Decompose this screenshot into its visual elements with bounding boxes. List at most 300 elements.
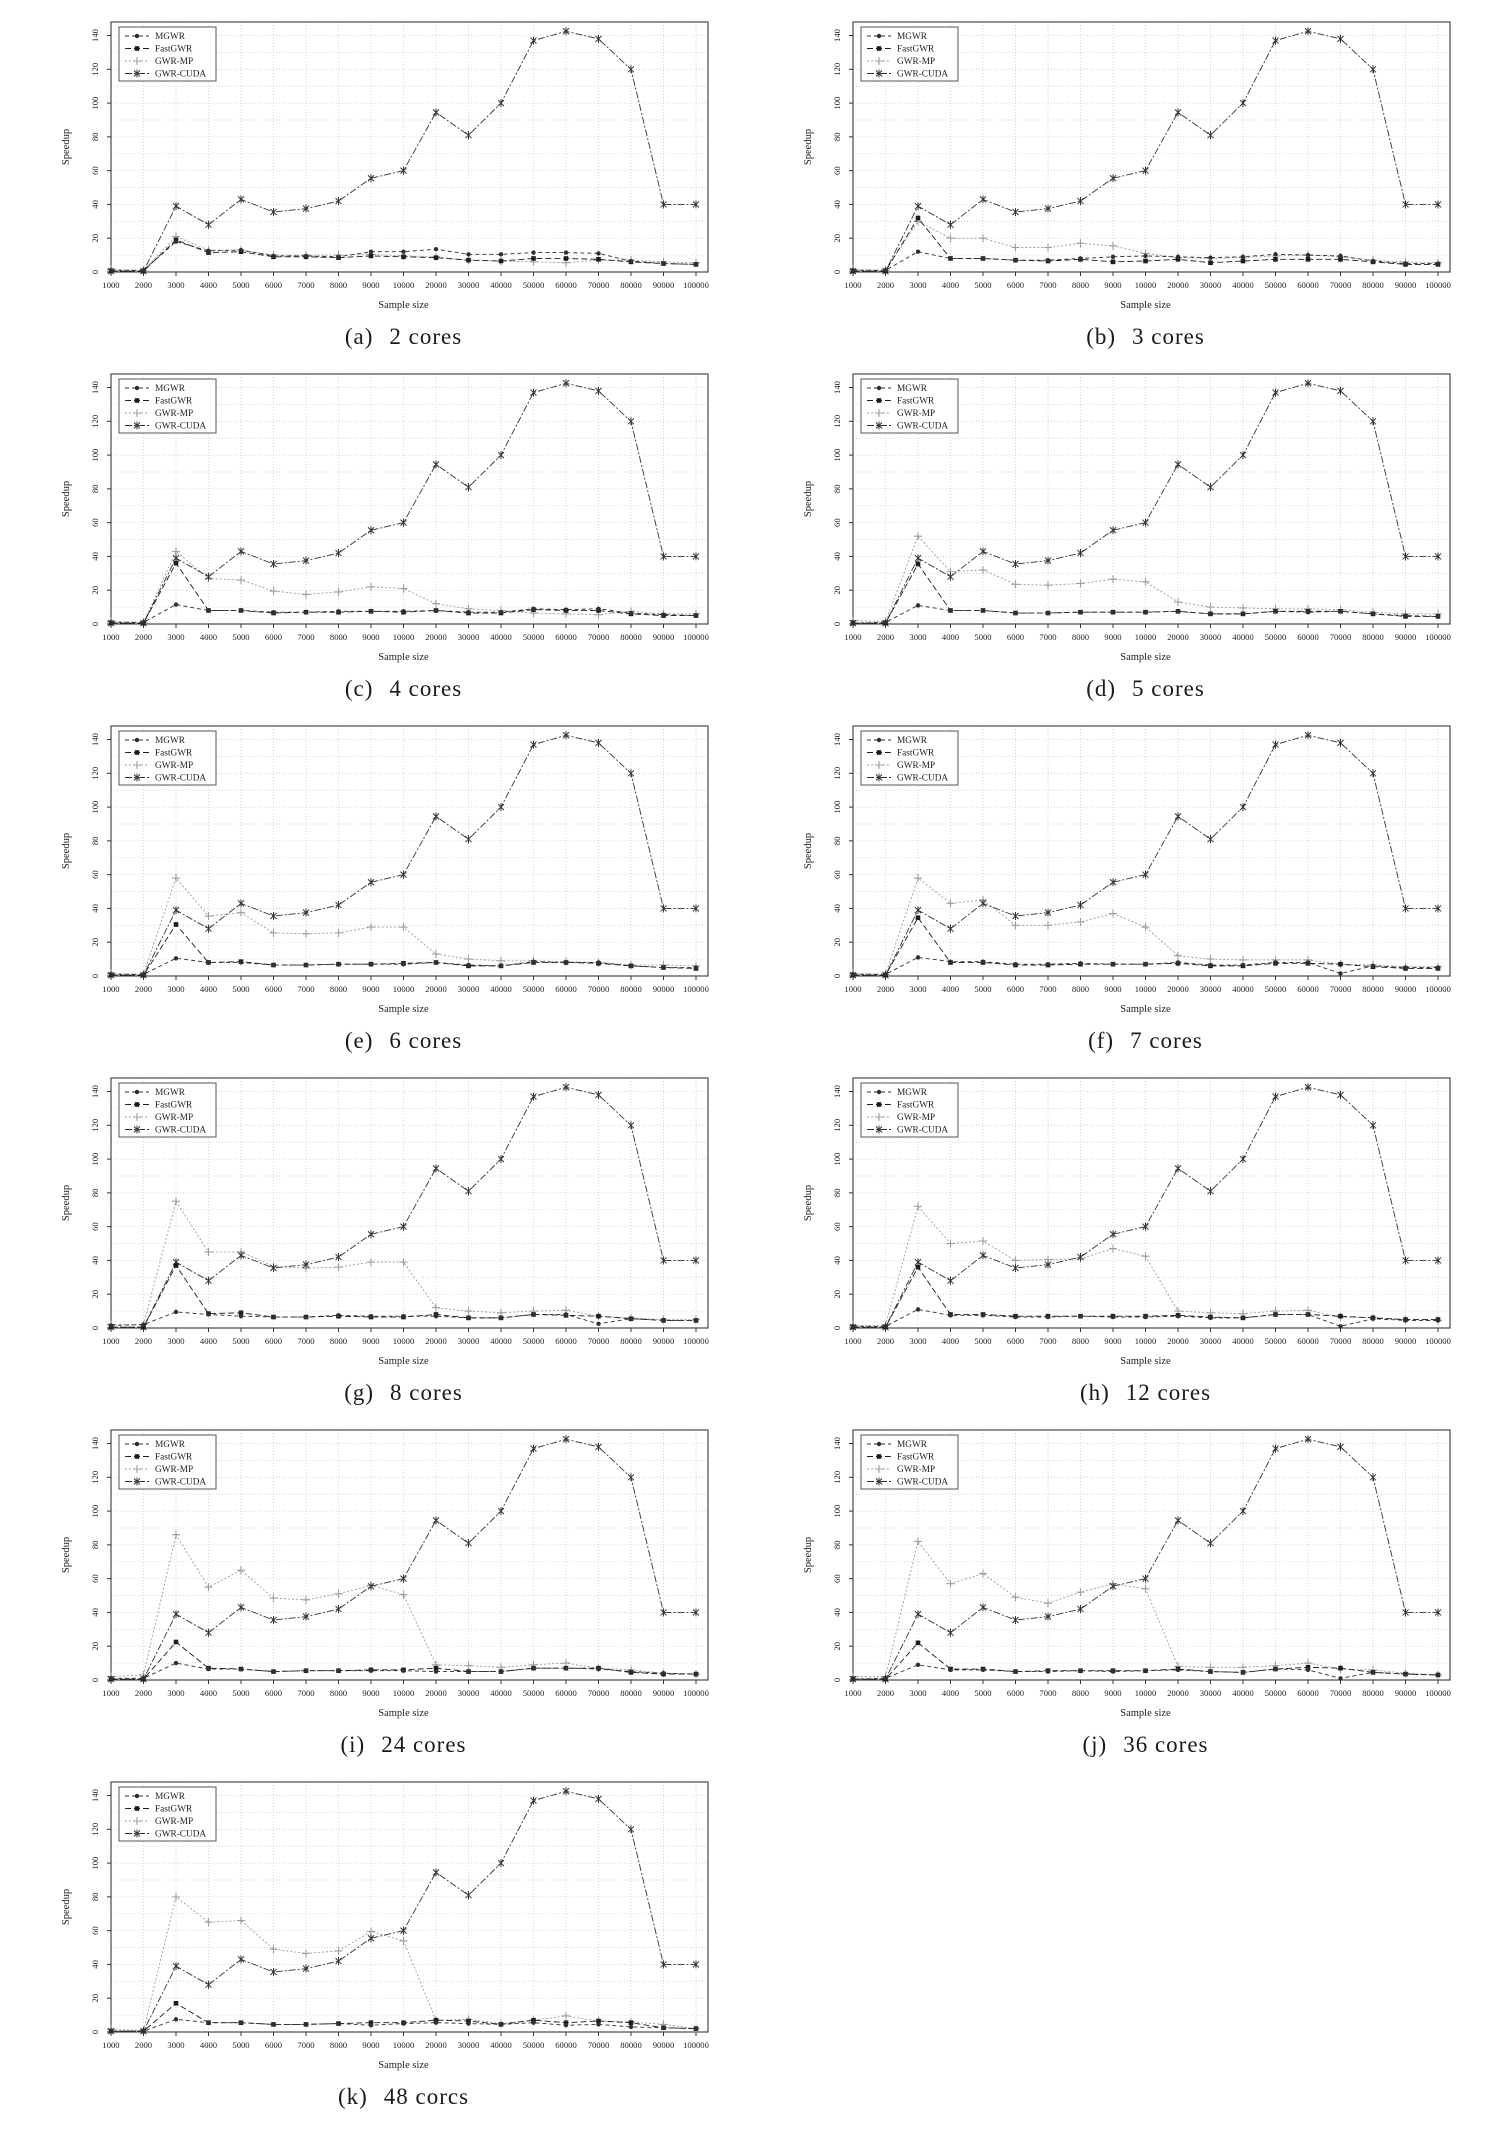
svg-text:60000: 60000 — [1297, 632, 1319, 642]
svg-text:90000: 90000 — [652, 632, 675, 642]
svg-text:10000: 10000 — [392, 1688, 415, 1698]
svg-text:80: 80 — [832, 1188, 842, 1198]
svg-text:1000: 1000 — [102, 1688, 120, 1698]
svg-text:140: 140 — [90, 29, 100, 42]
x-axis-label: Sample size — [378, 2060, 429, 2071]
x-axis-label: Sample size — [378, 1004, 429, 1015]
svg-text:70000: 70000 — [587, 1336, 610, 1346]
legend-label: GWR-MP — [155, 761, 194, 771]
svg-text:5000: 5000 — [974, 1688, 992, 1698]
svg-text:120: 120 — [832, 1470, 842, 1484]
legend-label: FastGWR — [897, 1452, 935, 1463]
svg-text:10000: 10000 — [392, 2040, 415, 2050]
svg-text:9000: 9000 — [362, 1688, 380, 1698]
svg-text:50000: 50000 — [1264, 632, 1287, 642]
caption-text: 6 cores — [389, 1028, 463, 1053]
svg-text:20000: 20000 — [425, 1336, 447, 1346]
legend-label: GWR-MP — [155, 1113, 194, 1123]
legend — [861, 1083, 958, 1137]
subplot-h — [768, 1068, 1480, 1420]
svg-text:5000: 5000 — [232, 632, 250, 642]
svg-text:8000: 8000 — [329, 1336, 348, 1346]
svg-text:6000: 6000 — [1006, 280, 1025, 290]
svg-text:120: 120 — [90, 766, 100, 780]
svg-text:5000: 5000 — [232, 1336, 250, 1346]
subplot-caption — [111, 2084, 696, 2110]
svg-text:20000: 20000 — [425, 2040, 447, 2050]
svg-text:40: 40 — [90, 904, 100, 913]
svg-text:40: 40 — [90, 552, 100, 561]
svg-text:50000: 50000 — [522, 1688, 545, 1698]
svg-text:6000: 6000 — [1006, 984, 1025, 994]
svg-text:1000: 1000 — [844, 280, 862, 290]
svg-text:4000: 4000 — [941, 632, 960, 642]
svg-text:60000: 60000 — [1297, 1688, 1319, 1698]
svg-text:80000: 80000 — [1362, 280, 1384, 290]
svg-text:2000: 2000 — [876, 1336, 895, 1346]
svg-text:7000: 7000 — [1039, 1336, 1057, 1346]
svg-text:10000: 10000 — [392, 1336, 415, 1346]
svg-text:9000: 9000 — [362, 984, 380, 994]
svg-text:90000: 90000 — [652, 1688, 675, 1698]
legend-label: MGWR — [155, 1792, 185, 1802]
legend-label: FastGWR — [155, 1452, 193, 1463]
svg-text:50000: 50000 — [522, 632, 545, 642]
chart-g — [26, 1068, 738, 1380]
svg-text:3000: 3000 — [909, 280, 927, 290]
svg-text:50000: 50000 — [1264, 1336, 1287, 1346]
svg-text:120: 120 — [832, 1118, 842, 1132]
legend — [119, 379, 216, 433]
svg-text:40: 40 — [832, 1608, 842, 1617]
svg-text:5000: 5000 — [974, 1336, 992, 1346]
svg-text:30000: 30000 — [457, 2040, 480, 2050]
svg-text:40: 40 — [832, 552, 842, 561]
series-gwr-mp — [107, 1197, 700, 1328]
svg-text:20000: 20000 — [1167, 280, 1189, 290]
y-axis-label: Speedup — [61, 832, 72, 870]
subplot-e — [26, 716, 738, 1068]
svg-text:9000: 9000 — [1104, 984, 1122, 994]
svg-text:30000: 30000 — [457, 984, 480, 994]
svg-text:80: 80 — [90, 1188, 100, 1198]
caption-tag: (h) — [1079, 1380, 1110, 1405]
svg-text:140: 140 — [90, 1085, 100, 1098]
svg-text:120: 120 — [90, 1470, 100, 1484]
caption-text: 24 cores — [381, 1732, 467, 1757]
svg-text:70000: 70000 — [1329, 632, 1352, 642]
svg-text:90000: 90000 — [1394, 1336, 1417, 1346]
subplot-caption — [111, 676, 696, 702]
svg-text:100000: 100000 — [683, 984, 709, 994]
y-axis-label: Speedup — [61, 480, 72, 518]
svg-text:140: 140 — [90, 733, 100, 746]
svg-text:140: 140 — [90, 1789, 100, 1802]
caption-tag: (k) — [337, 2084, 368, 2109]
svg-text:4000: 4000 — [941, 984, 960, 994]
series-mgwr — [851, 1307, 1440, 1328]
svg-text:100: 100 — [90, 1856, 100, 1870]
svg-text:5000: 5000 — [232, 1688, 250, 1698]
svg-text:2000: 2000 — [876, 632, 895, 642]
svg-text:7000: 7000 — [297, 2040, 315, 2050]
svg-text:60000: 60000 — [555, 984, 577, 994]
subplot-b — [768, 12, 1480, 364]
svg-text:10000: 10000 — [1134, 632, 1157, 642]
legend-label: MGWR — [897, 1088, 927, 1098]
y-axis-label: Speedup — [803, 128, 814, 166]
series-mgwr — [851, 603, 1440, 625]
svg-text:6000: 6000 — [1006, 1336, 1025, 1346]
svg-text:2000: 2000 — [134, 280, 153, 290]
legend-label: FastGWR — [897, 1100, 935, 1111]
y-axis-label: Speedup — [61, 128, 72, 166]
svg-text:60000: 60000 — [555, 1688, 577, 1698]
svg-text:1000: 1000 — [844, 984, 862, 994]
svg-text:20000: 20000 — [425, 984, 447, 994]
svg-text:0: 0 — [832, 1677, 842, 1683]
svg-text:120: 120 — [832, 414, 842, 428]
svg-text:6000: 6000 — [264, 1688, 283, 1698]
legend-label: MGWR — [155, 1440, 185, 1450]
series-mgwr — [851, 1663, 1440, 1682]
svg-text:6000: 6000 — [1006, 1688, 1025, 1698]
svg-text:0: 0 — [832, 1325, 842, 1331]
svg-text:20000: 20000 — [1167, 1336, 1189, 1346]
series-mgwr — [851, 955, 1440, 976]
svg-text:10000: 10000 — [392, 632, 415, 642]
svg-text:6000: 6000 — [1006, 632, 1025, 642]
svg-text:30000: 30000 — [1199, 1336, 1222, 1346]
legend-label: MGWR — [897, 32, 927, 42]
x-axis-label: Sample size — [378, 300, 429, 311]
legend-label: GWR-CUDA — [155, 69, 207, 80]
svg-text:120: 120 — [90, 1118, 100, 1132]
svg-text:1000: 1000 — [102, 1336, 120, 1346]
svg-text:60: 60 — [832, 166, 842, 175]
svg-text:7000: 7000 — [1039, 280, 1057, 290]
svg-text:80000: 80000 — [620, 280, 642, 290]
svg-text:10000: 10000 — [392, 280, 415, 290]
svg-text:100: 100 — [832, 96, 842, 110]
legend-label: GWR-MP — [897, 1465, 936, 1475]
svg-text:120: 120 — [90, 62, 100, 76]
svg-text:40: 40 — [832, 904, 842, 913]
svg-text:10000: 10000 — [1134, 1688, 1157, 1698]
svg-text:100: 100 — [832, 1504, 842, 1518]
svg-text:100: 100 — [832, 1152, 842, 1166]
svg-text:40: 40 — [832, 1256, 842, 1265]
svg-text:0: 0 — [90, 269, 100, 275]
svg-text:60: 60 — [90, 1926, 100, 1935]
caption-text: 7 cores — [1130, 1028, 1203, 1053]
subplot-g — [26, 1068, 738, 1420]
svg-text:120: 120 — [832, 766, 842, 780]
svg-text:0: 0 — [832, 973, 842, 979]
legend-label: GWR-CUDA — [897, 1477, 949, 1488]
svg-text:0: 0 — [90, 973, 100, 979]
svg-text:4000: 4000 — [941, 1688, 960, 1698]
x-axis-label: Sample size — [378, 1356, 429, 1367]
svg-text:40000: 40000 — [490, 984, 512, 994]
svg-text:70000: 70000 — [1329, 1688, 1352, 1698]
subplot-d — [768, 364, 1480, 716]
y-axis-label: Speedup — [61, 1888, 72, 1926]
svg-text:3000: 3000 — [909, 1688, 927, 1698]
svg-text:0: 0 — [90, 621, 100, 627]
legend-label: GWR-MP — [897, 1113, 936, 1123]
svg-text:60: 60 — [832, 518, 842, 527]
svg-text:3000: 3000 — [167, 632, 185, 642]
svg-text:2000: 2000 — [134, 632, 153, 642]
svg-text:5000: 5000 — [974, 984, 992, 994]
svg-text:40000: 40000 — [1232, 984, 1254, 994]
svg-text:7000: 7000 — [1039, 984, 1057, 994]
x-axis-label: Sample size — [378, 1708, 429, 1719]
svg-text:50000: 50000 — [522, 280, 545, 290]
subplot-caption — [111, 1380, 696, 1406]
y-axis-label: Speedup — [803, 480, 814, 518]
legend-label: GWR-CUDA — [155, 1125, 207, 1136]
svg-text:7000: 7000 — [1039, 1688, 1057, 1698]
svg-text:20: 20 — [832, 1641, 842, 1651]
svg-text:4000: 4000 — [199, 2040, 218, 2050]
subplot-caption — [111, 1028, 696, 1054]
caption-tag: (f) — [1088, 1028, 1115, 1053]
subplot-k — [26, 1772, 738, 2124]
svg-text:1000: 1000 — [844, 632, 862, 642]
chart-i — [26, 1420, 738, 1732]
svg-text:8000: 8000 — [1071, 1688, 1090, 1698]
svg-text:30000: 30000 — [457, 1336, 480, 1346]
legend-label: FastGWR — [155, 396, 193, 407]
svg-text:5000: 5000 — [232, 2040, 250, 2050]
svg-text:100000: 100000 — [683, 2040, 709, 2050]
svg-text:40000: 40000 — [490, 2040, 512, 2050]
svg-text:80000: 80000 — [1362, 984, 1384, 994]
svg-text:30000: 30000 — [1199, 1688, 1222, 1698]
svg-text:5000: 5000 — [232, 984, 250, 994]
svg-text:100: 100 — [90, 1504, 100, 1518]
chart-c — [26, 364, 738, 676]
svg-text:2000: 2000 — [876, 1688, 895, 1698]
svg-text:8000: 8000 — [329, 632, 348, 642]
svg-text:0: 0 — [90, 2029, 100, 2035]
svg-text:7000: 7000 — [297, 632, 315, 642]
svg-text:100: 100 — [832, 800, 842, 814]
chart-k — [26, 1772, 738, 2084]
svg-text:20: 20 — [832, 233, 842, 243]
x-axis-label: Sample size — [1120, 652, 1171, 663]
svg-text:6000: 6000 — [264, 2040, 283, 2050]
svg-text:100000: 100000 — [1425, 632, 1451, 642]
series-gwr-mp — [849, 1202, 1442, 1329]
svg-text:6000: 6000 — [264, 280, 283, 290]
svg-text:0: 0 — [832, 269, 842, 275]
svg-text:60000: 60000 — [555, 632, 577, 642]
legend-label: GWR-MP — [155, 57, 194, 67]
subplot-caption — [853, 676, 1438, 702]
svg-text:2000: 2000 — [876, 280, 895, 290]
svg-text:120: 120 — [90, 1822, 100, 1836]
svg-text:50000: 50000 — [1264, 1688, 1287, 1698]
legend — [119, 1787, 216, 1841]
svg-text:7000: 7000 — [1039, 632, 1057, 642]
svg-text:7000: 7000 — [297, 280, 315, 290]
y-axis-label: Speedup — [61, 1184, 72, 1222]
svg-text:80000: 80000 — [1362, 1336, 1384, 1346]
y-axis-label: Speedup — [803, 832, 814, 870]
svg-text:9000: 9000 — [362, 632, 380, 642]
svg-text:9000: 9000 — [362, 1336, 380, 1346]
svg-text:50000: 50000 — [522, 1336, 545, 1346]
svg-text:50000: 50000 — [1264, 280, 1287, 290]
subplot-caption — [111, 1732, 696, 1758]
svg-text:10000: 10000 — [1134, 280, 1157, 290]
subplot-j — [768, 1420, 1480, 1772]
y-axis-label: Speedup — [803, 1536, 814, 1574]
legend — [861, 1435, 958, 1489]
svg-text:90000: 90000 — [1394, 280, 1417, 290]
legend-label: FastGWR — [155, 748, 193, 759]
svg-text:120: 120 — [90, 414, 100, 428]
svg-text:90000: 90000 — [652, 984, 675, 994]
svg-text:20: 20 — [90, 1993, 100, 2003]
legend — [861, 731, 958, 785]
legend-label: FastGWR — [155, 44, 193, 55]
svg-text:1000: 1000 — [102, 632, 120, 642]
svg-text:60: 60 — [832, 1574, 842, 1583]
svg-text:7000: 7000 — [297, 1336, 315, 1346]
svg-text:6000: 6000 — [264, 632, 283, 642]
svg-text:80: 80 — [90, 836, 100, 846]
svg-text:80: 80 — [90, 132, 100, 142]
svg-text:10000: 10000 — [1134, 1336, 1157, 1346]
svg-text:70000: 70000 — [1329, 280, 1352, 290]
svg-text:5000: 5000 — [974, 632, 992, 642]
caption-text: 48 corcs — [383, 2084, 470, 2109]
legend-label: GWR-MP — [155, 409, 194, 419]
svg-text:50000: 50000 — [522, 984, 545, 994]
svg-text:2000: 2000 — [134, 1688, 153, 1698]
caption-tag: (a) — [344, 324, 374, 349]
svg-text:80: 80 — [832, 836, 842, 846]
svg-text:60: 60 — [90, 166, 100, 175]
svg-text:90000: 90000 — [1394, 984, 1417, 994]
svg-text:0: 0 — [90, 1325, 100, 1331]
svg-text:20000: 20000 — [425, 632, 447, 642]
subplot-caption — [853, 324, 1438, 350]
svg-text:4000: 4000 — [199, 984, 218, 994]
svg-text:70000: 70000 — [1329, 1336, 1352, 1346]
svg-text:40000: 40000 — [1232, 1688, 1254, 1698]
svg-text:8000: 8000 — [329, 984, 348, 994]
svg-text:30000: 30000 — [457, 632, 480, 642]
svg-text:100000: 100000 — [1425, 984, 1451, 994]
svg-text:9000: 9000 — [362, 280, 380, 290]
chart-h — [768, 1068, 1480, 1380]
legend-label: GWR-CUDA — [155, 1829, 207, 1840]
caption-text: 5 cores — [1132, 676, 1205, 701]
svg-text:100: 100 — [832, 448, 842, 462]
svg-text:0: 0 — [832, 621, 842, 627]
svg-text:60: 60 — [832, 1222, 842, 1231]
svg-text:60000: 60000 — [1297, 984, 1319, 994]
x-axis-label: Sample size — [1120, 300, 1171, 311]
legend — [119, 731, 216, 785]
svg-text:20: 20 — [90, 585, 100, 595]
legend — [119, 1083, 216, 1137]
y-axis-label: Speedup — [803, 1184, 814, 1222]
caption-tag: (b) — [1086, 324, 1117, 349]
svg-text:20: 20 — [832, 585, 842, 595]
svg-text:5000: 5000 — [974, 280, 992, 290]
legend-label: GWR-CUDA — [897, 1125, 949, 1136]
svg-text:40: 40 — [90, 200, 100, 209]
svg-text:40000: 40000 — [1232, 280, 1254, 290]
legend-label: MGWR — [897, 1440, 927, 1450]
svg-text:40000: 40000 — [1232, 632, 1254, 642]
svg-text:9000: 9000 — [1104, 632, 1122, 642]
legend-label: GWR-CUDA — [897, 773, 949, 784]
svg-text:70000: 70000 — [587, 2040, 610, 2050]
svg-text:9000: 9000 — [1104, 1336, 1122, 1346]
svg-text:20: 20 — [90, 233, 100, 243]
caption-text: 12 cores — [1125, 1380, 1212, 1405]
chart-a — [26, 12, 738, 324]
subplot-caption — [853, 1732, 1438, 1758]
svg-text:60000: 60000 — [555, 280, 577, 290]
legend-label: GWR-CUDA — [897, 421, 949, 432]
svg-text:80: 80 — [90, 1892, 100, 1902]
svg-text:20000: 20000 — [1167, 1688, 1189, 1698]
svg-text:80000: 80000 — [1362, 632, 1384, 642]
svg-text:100000: 100000 — [683, 1336, 709, 1346]
svg-text:10000: 10000 — [1134, 984, 1157, 994]
svg-text:6000: 6000 — [264, 984, 283, 994]
svg-text:8000: 8000 — [329, 280, 348, 290]
svg-text:100: 100 — [90, 1152, 100, 1166]
subplot-a — [26, 12, 738, 364]
legend — [119, 1435, 216, 1489]
svg-text:140: 140 — [90, 381, 100, 394]
svg-text:90000: 90000 — [1394, 632, 1417, 642]
svg-text:30000: 30000 — [457, 1688, 480, 1698]
svg-text:8000: 8000 — [1071, 1336, 1090, 1346]
svg-text:1000: 1000 — [844, 1336, 862, 1346]
svg-text:1000: 1000 — [102, 2040, 120, 2050]
legend — [119, 27, 216, 81]
svg-text:20000: 20000 — [425, 1688, 447, 1698]
svg-text:4000: 4000 — [941, 1336, 960, 1346]
svg-text:80000: 80000 — [620, 1688, 642, 1698]
svg-text:40: 40 — [90, 1960, 100, 1969]
series-mgwr — [109, 1661, 698, 1681]
svg-text:2000: 2000 — [134, 984, 153, 994]
svg-text:100: 100 — [90, 448, 100, 462]
svg-text:6000: 6000 — [264, 1336, 283, 1346]
svg-text:8000: 8000 — [1071, 632, 1090, 642]
svg-text:3000: 3000 — [167, 1336, 185, 1346]
x-axis-label: Sample size — [378, 652, 429, 663]
svg-text:100: 100 — [90, 96, 100, 110]
svg-text:8000: 8000 — [329, 1688, 348, 1698]
svg-text:4000: 4000 — [199, 1336, 218, 1346]
caption-text: 2 cores — [389, 324, 463, 349]
chart-d — [768, 364, 1480, 676]
chart-j — [768, 1420, 1480, 1732]
svg-text:3000: 3000 — [167, 2040, 185, 2050]
